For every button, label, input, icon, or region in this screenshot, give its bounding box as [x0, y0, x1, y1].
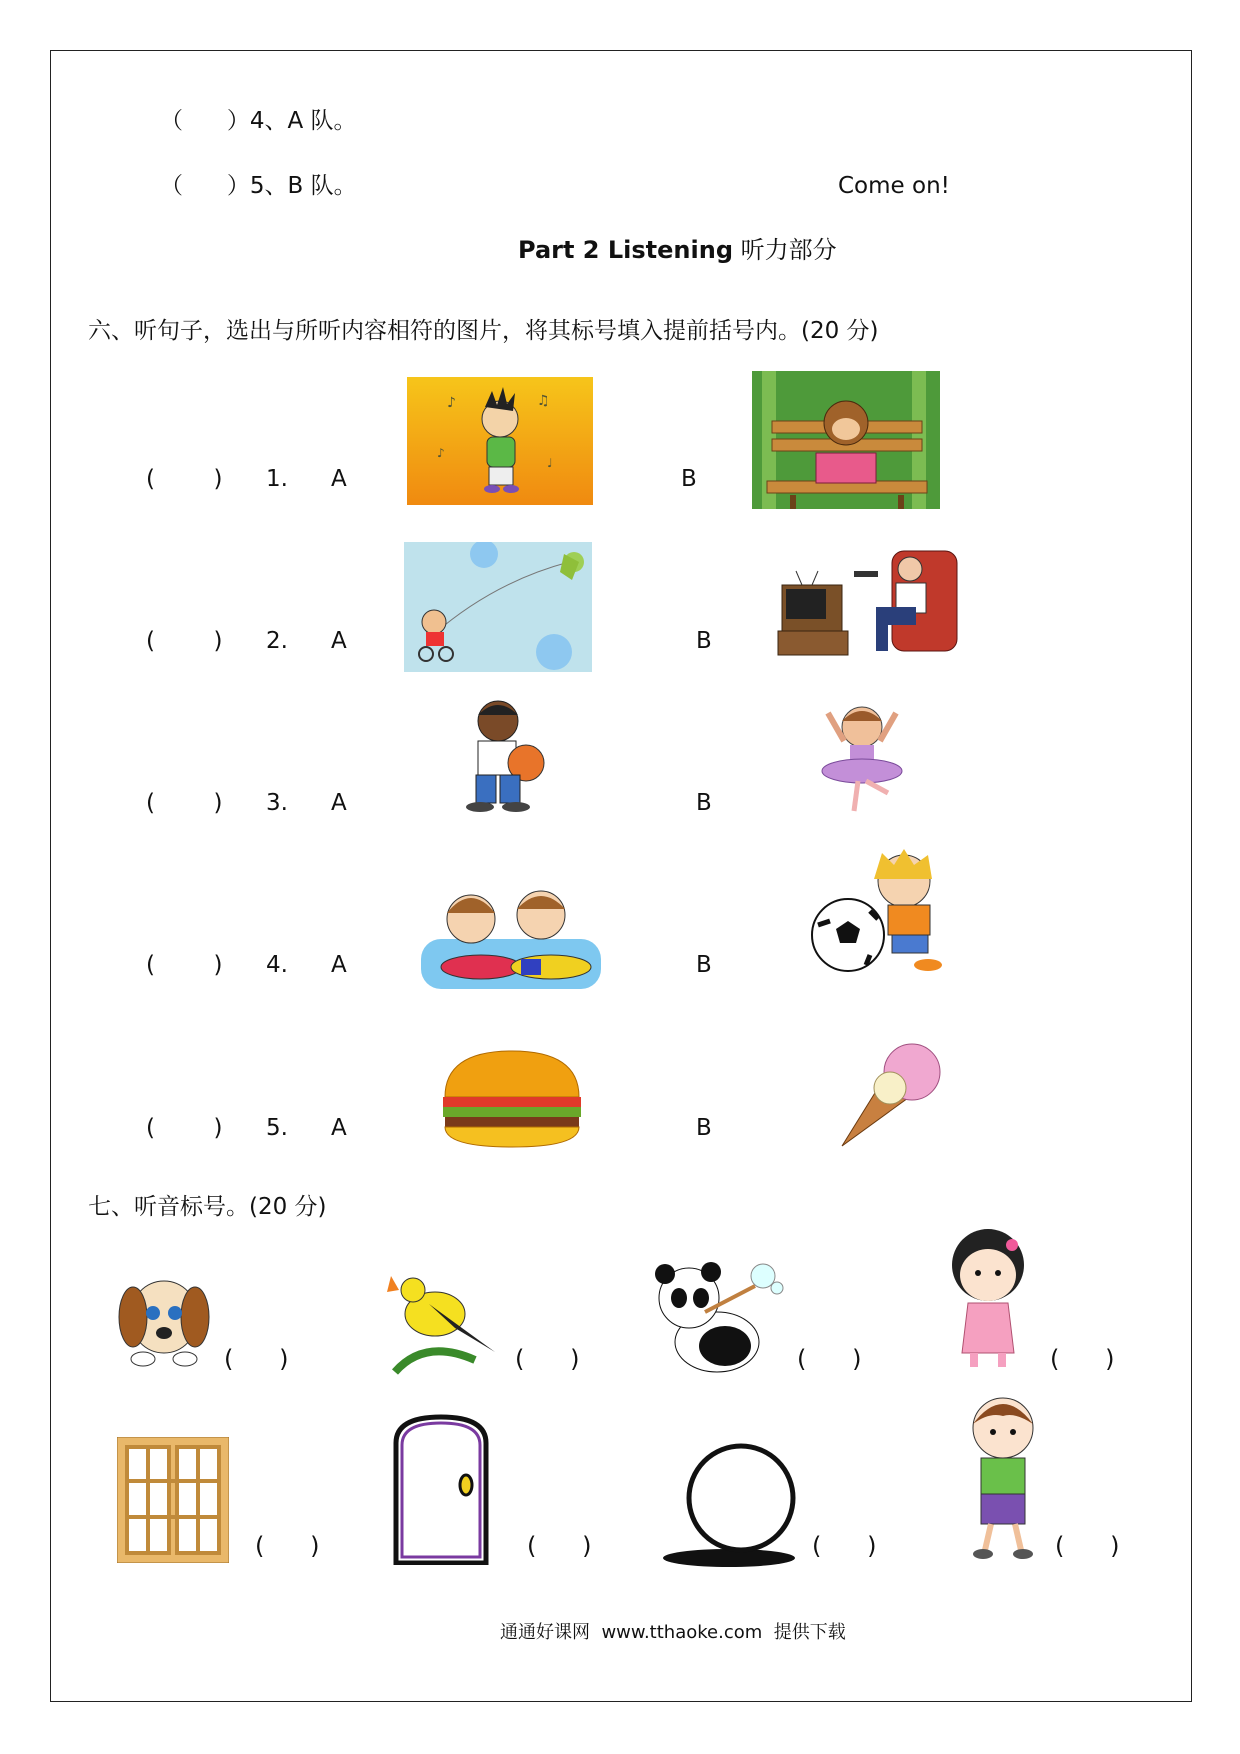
ball-icon: [659, 1440, 805, 1568]
row5-a-label: A: [331, 1115, 347, 1141]
footer-text: 通通好课网 www.tthaoke.com 提供下载: [500, 1622, 846, 1643]
row5-b-label: B: [696, 1115, 712, 1141]
ballet-girl-icon: [798, 701, 926, 815]
basketball-boy-icon: [440, 697, 560, 813]
monkey-reading-icon: [752, 371, 940, 509]
row1-number: 1.: [266, 466, 288, 492]
door-icon: [392, 1413, 490, 1565]
row2-number: 2.: [266, 628, 288, 654]
item-5-line: （ ）5、B 队。: [160, 173, 357, 199]
bird-icon: [385, 1268, 503, 1380]
part2-title-cn: 听力部分: [733, 236, 837, 264]
part2-title-bold: Part 2 Listening: [518, 236, 733, 264]
row2-b-label: B: [696, 628, 712, 654]
section6-heading: 六、听句子，选出与所听内容相符的图片，将其标号填入提前括号内。(20 分): [88, 318, 879, 344]
section7-heading: 七、听音标号。(20 分): [88, 1194, 327, 1220]
row3-a-label: A: [331, 790, 347, 816]
row1-a-label: A: [331, 466, 347, 492]
panda-paren: ( ): [797, 1345, 862, 1373]
ball-paren: ( ): [812, 1532, 877, 1560]
kite-bike-icon: [404, 542, 592, 672]
svg-text:♫: ♫: [537, 393, 550, 409]
row5-number: 5.: [266, 1115, 288, 1141]
row2-a-label: A: [331, 628, 347, 654]
door-paren: ( ): [527, 1532, 592, 1560]
row4-paren: ( ): [146, 952, 223, 978]
panda-icon: [645, 1258, 785, 1376]
bird-paren: ( ): [515, 1345, 580, 1373]
row4-number: 4.: [266, 952, 288, 978]
swimming-kids-icon: [421, 869, 601, 999]
dog-paren: ( ): [224, 1345, 289, 1373]
svg-text:♪: ♪: [437, 446, 445, 460]
row4-a-label: A: [331, 952, 347, 978]
man-tv-icon: [772, 541, 962, 667]
girl-paren: ( ): [1050, 1345, 1115, 1373]
window-icon: [117, 1437, 229, 1563]
svg-text:♪: ♪: [447, 395, 456, 411]
row1-paren: ( ): [146, 466, 223, 492]
music-boy-icon: [407, 377, 593, 505]
hamburger-icon: [441, 1047, 583, 1151]
row2-paren: ( ): [146, 628, 223, 654]
boy-icon: [955, 1392, 1051, 1560]
ice-cream-icon: [838, 1040, 958, 1150]
boy-paren: ( ): [1055, 1532, 1120, 1560]
girl-icon: [940, 1225, 1036, 1369]
row5-paren: ( ): [146, 1115, 223, 1141]
row4-b-label: B: [696, 952, 712, 978]
row3-paren: ( ): [146, 790, 223, 816]
row3-number: 3.: [266, 790, 288, 816]
soccer-boy-icon: [808, 845, 968, 975]
part2-title: [518, 238, 837, 262]
svg-text:♩: ♩: [547, 456, 553, 470]
row3-b-label: B: [696, 790, 712, 816]
dog-icon: [115, 1275, 213, 1367]
window-paren: ( ): [255, 1532, 320, 1560]
come-on-text: Come on!: [838, 173, 950, 199]
item-4-line: （ ）4、A 队。: [160, 108, 357, 134]
row1-b-label: B: [681, 466, 697, 492]
